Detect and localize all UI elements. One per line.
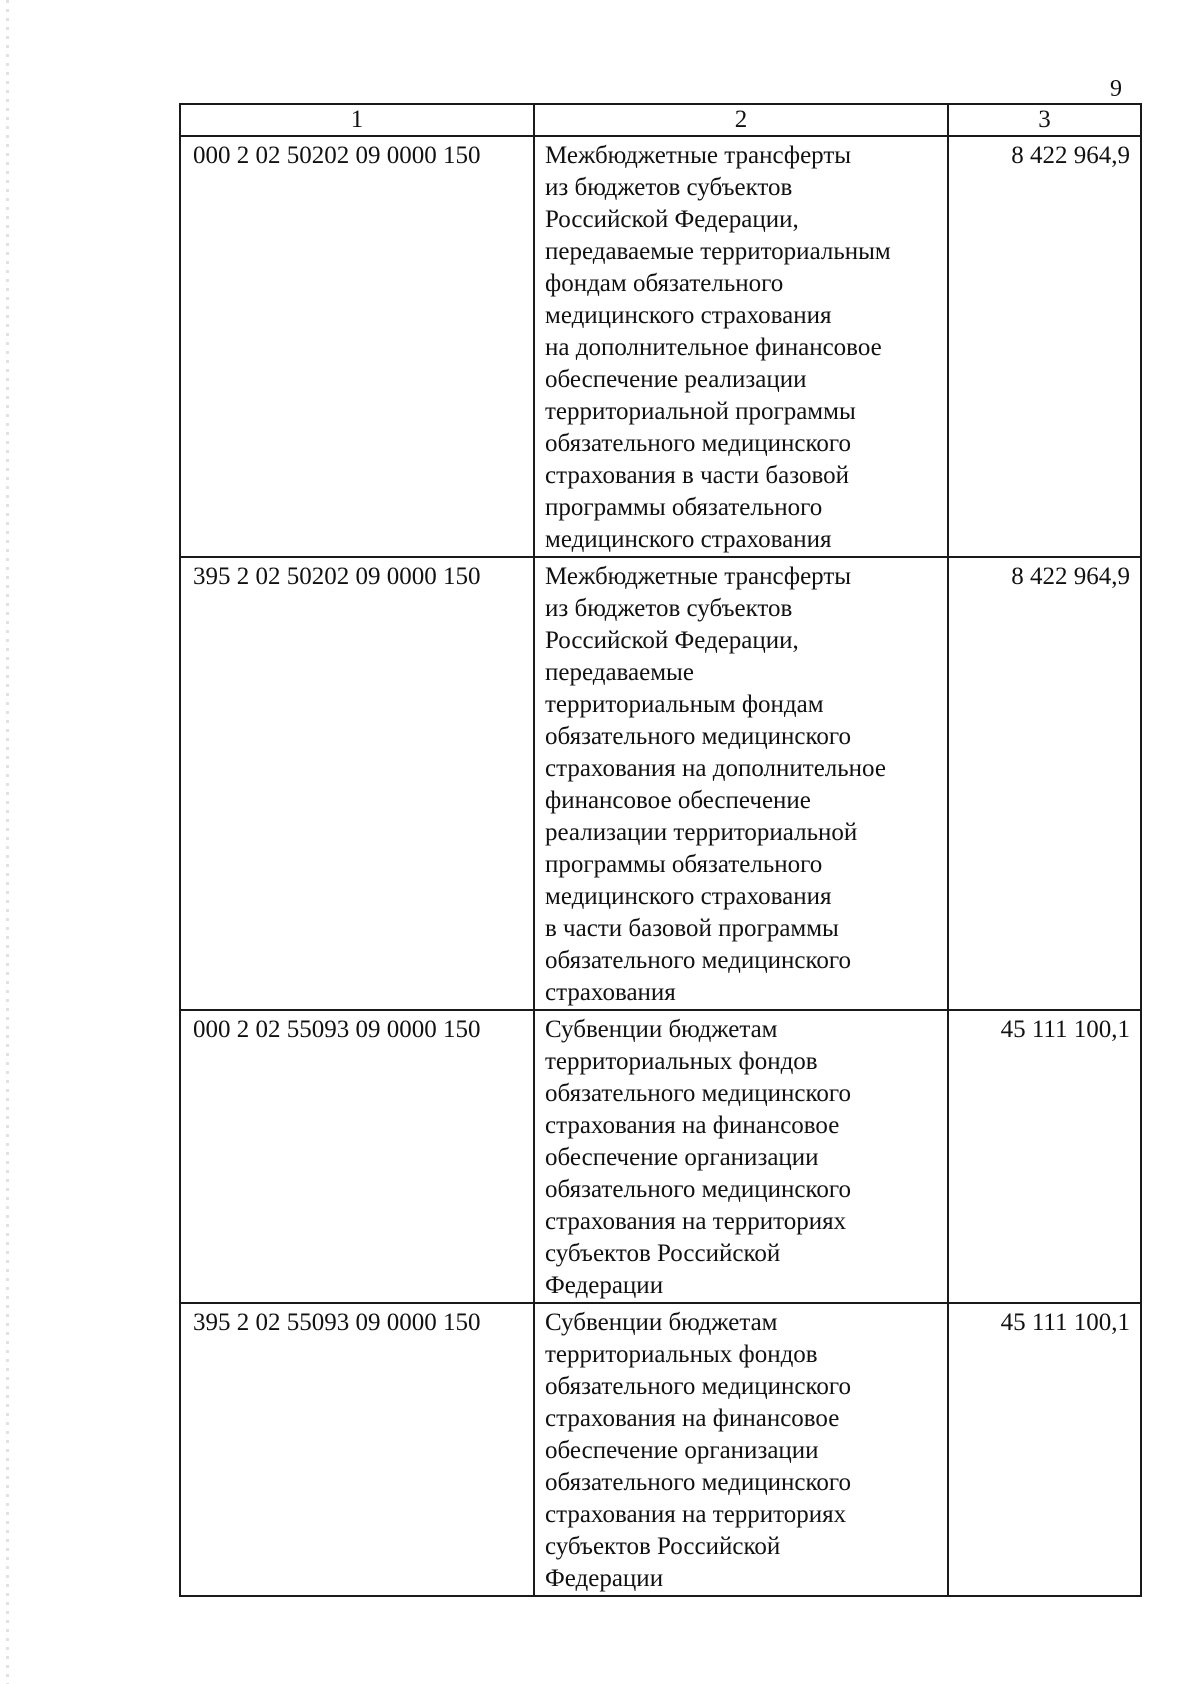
budget-table [179,103,1142,1597]
income-name-line: Субвенции бюджетам [545,1309,778,1336]
income-name-cell [534,1303,948,1596]
income-name-line: обязательного медицинского [545,1469,852,1496]
income-name-line: страхования [545,979,676,1006]
income-name-cell [534,557,948,1010]
income-name-line: Федерации [545,1565,664,1592]
table-row [180,1010,1141,1303]
income-name-line: передаваемые территориальным [545,238,891,265]
income-name-line: Российской Федерации, [545,627,799,654]
income-name-line: страхования на дополнительное [545,755,886,782]
amount-cell: 8 422 964,9 [948,136,1141,557]
budget-code-cell: 395 2 02 55093 09 0000 150 [180,1303,534,1596]
table-header [180,104,1141,136]
income-name-cell [534,1010,948,1303]
income-name-line: страхования на финансовое [545,1112,840,1139]
income-name-line: страхования на территориях [545,1208,847,1235]
income-name-line: фондам обязательного [545,270,784,297]
income-name-line: субъектов Российской [545,1240,781,1267]
income-name-line: субъектов Российской [545,1533,781,1560]
income-name-line: территориальным фондам [545,691,824,718]
income-name-line: обязательного медицинского [545,1080,852,1107]
income-name-line: обязательного медицинского [545,723,852,750]
income-name-line: территориальных фондов [545,1048,818,1075]
amount-cell: 8 422 964,9 [948,557,1141,1010]
income-name-cell [534,136,948,557]
income-name-line: в части базовой программы [545,915,839,942]
income-name-line: Российской Федерации, [545,206,799,233]
income-name-line: обязательного медицинского [545,430,852,457]
amount-cell: 45 111 100,1 [948,1303,1141,1596]
income-name-line: Федерации [545,1272,664,1299]
scan-edge-artifact [6,0,9,1684]
income-name-line: территориальных фондов [545,1341,818,1368]
amount-cell: 45 111 100,1 [948,1010,1141,1303]
table-row [180,557,1141,1010]
income-name-line: страхования на территориях [545,1501,847,1528]
income-name-line: Межбюджетные трансферты [545,563,852,590]
income-name-line: обязательного медицинского [545,1373,852,1400]
income-name-line: обеспечение организации [545,1144,819,1171]
page-number: 9 [1110,76,1122,102]
income-name-line: обеспечение организации [545,1437,819,1464]
income-name-line: Субвенции бюджетам [545,1016,778,1043]
income-name-line: программы обязательного [545,851,823,878]
header-column-3: 3 [948,104,1141,136]
income-name-line: медицинского страхования [545,526,832,553]
header-row [180,104,1141,136]
income-name-line: страхования на финансовое [545,1405,840,1432]
budget-table-container [179,103,1140,1597]
header-column-1: 1 [180,104,534,136]
table-row [180,136,1141,557]
income-name-line: на дополнительное финансовое [545,334,882,361]
income-name-line: финансовое обеспечение [545,787,811,814]
income-name-line: программы обязательного [545,494,823,521]
income-name-line: обязательного медицинского [545,947,852,974]
budget-code-cell: 395 2 02 50202 09 0000 150 [180,557,534,1010]
income-name-line: медицинского страхования [545,302,832,329]
income-name-line: обязательного медицинского [545,1176,852,1203]
table-row [180,1303,1141,1596]
income-name-line: реализации территориальной [545,819,858,846]
table-body [180,136,1141,1596]
income-name-line: передаваемые [545,659,694,686]
budget-code-cell: 000 2 02 50202 09 0000 150 [180,136,534,557]
income-name-line: обеспечение реализации [545,366,807,393]
income-name-line: из бюджетов субъектов [545,595,793,622]
income-name-line: из бюджетов субъектов [545,174,793,201]
income-name-line: страхования в части базовой [545,462,849,489]
income-name-line: медицинского страхования [545,883,832,910]
income-name-line: территориальной программы [545,398,856,425]
income-name-line: Межбюджетные трансферты [545,142,852,169]
budget-code-cell: 000 2 02 55093 09 0000 150 [180,1010,534,1303]
header-column-2: 2 [534,104,948,136]
